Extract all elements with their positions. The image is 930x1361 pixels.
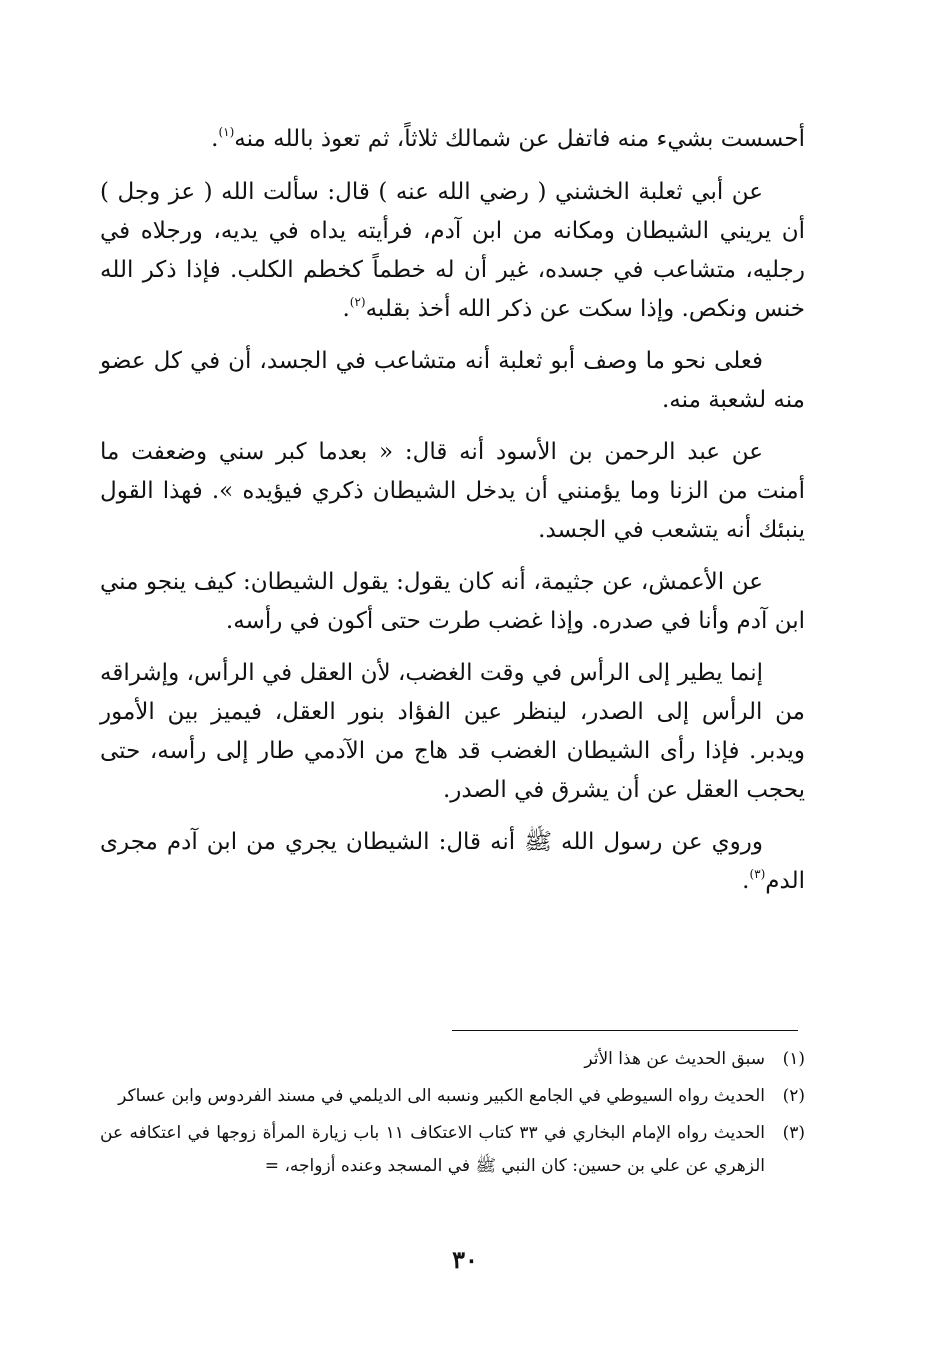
paragraph-5-text: عن الأعمش، عن جثيمة، أنه كان يقول: يقول الشيطان: كيف ينجو مني ابن آدم وأنا في صدره. وإذا غضب طرت حتى أكون في رأسه.: [100, 569, 805, 634]
footnote-separator: [452, 1030, 798, 1031]
main-text: [100, 120, 805, 914]
paragraph-7-tail: .: [742, 868, 750, 894]
paragraph-1-text: أحسست بشيء منه فاتفل عن شمالك ثلاثاً، ثم تعوذ بالله منه: [234, 126, 805, 152]
paragraph-1-tail: .: [211, 126, 219, 152]
footnote-2-text: الحديث رواه السيوطي في الجامع الكبير ونسبه الى الديلمي في مسند الفردوس وابن عساكر: [118, 1086, 765, 1106]
paragraph-2: [100, 173, 805, 329]
paragraph-6: [100, 654, 805, 810]
footnote-1-number: (١): [782, 1049, 805, 1069]
footnotes: [100, 1043, 805, 1187]
paragraph-4: [100, 433, 805, 550]
page-number: ٣٠: [452, 1245, 478, 1274]
paragraph-3: [100, 342, 805, 420]
footnote-3: [100, 1117, 805, 1183]
paragraph-7: [100, 823, 805, 901]
paragraph-7-text: وروي عن رسول الله ﷺ أنه قال: الشيطان يجري من ابن آدم مجرى الدم: [100, 829, 805, 894]
paragraph-6-text: إنما يطير إلى الرأس في وقت الغضب، لأن العقل في الرأس، وإشراقه من الرأس إلى الصدر، لينظر عين الفؤاد بنور العقل، فيميز بين الأمور ويدبر. فإذا رأى الشيطان الغضب قد هاج من الآدمي طار إلى رأسه، حتى يحجب العقل عن أن يشرق في الصدر.: [100, 660, 805, 803]
footnote-ref-1: (١): [218, 125, 235, 139]
paragraph-4-text: عن عبد الرحمن بن الأسود أنه قال: « بعدما كبر سني وضعفت ما أمنت من الزنا وما يؤمنني أن يدخل الشيطان ذكري فيؤيده ». فهذا القول ينبئك أنه يتشعب في الجسد.: [100, 439, 805, 543]
paragraph-2-tail: .: [342, 296, 350, 322]
paragraph-3-text: فعلى نحو ما وصف أبو ثعلبة أنه متشاعب في الجسد، أن في كل عضو منه لشعبة منه.: [100, 348, 805, 413]
footnote-2-number: (٢): [782, 1086, 805, 1106]
footnote-3-text: الحديث رواه الإمام البخاري في ٣٣ كتاب الاعتكاف ١١ باب زيارة المرأة زوجها في اعتكافه عن الزهري عن علي بن حسين: كان النبي ﷺ في المسجد وعنده أزواجه، =: [100, 1123, 765, 1176]
paragraph-1: [100, 120, 805, 159]
footnote-2: [100, 1080, 805, 1113]
footnote-3-number: (٣): [782, 1123, 805, 1143]
footnote-1-text: سبق الحديث عن هذا الأثر: [584, 1049, 765, 1069]
footnote-1: [100, 1043, 805, 1076]
footnote-ref-2: (٢): [349, 295, 366, 309]
paragraph-5: [100, 563, 805, 641]
paragraph-2-text: عن أبي ثعلبة الخشني ( رضي الله عنه ) قال: سألت الله ( عز وجل ) أن يريني الشيطان ومكانه من ابن آدم، فرأيته يداه في يديه، ورجلاه في رجليه، متشاعب في جسده، غير أن له خطماً كخطم الكلب. فإذا ذكر الله خنس ونكص. وإذا سكت عن ذكر الله أخذ بقلبه: [100, 179, 805, 322]
footnote-ref-3: (٣): [749, 867, 766, 881]
